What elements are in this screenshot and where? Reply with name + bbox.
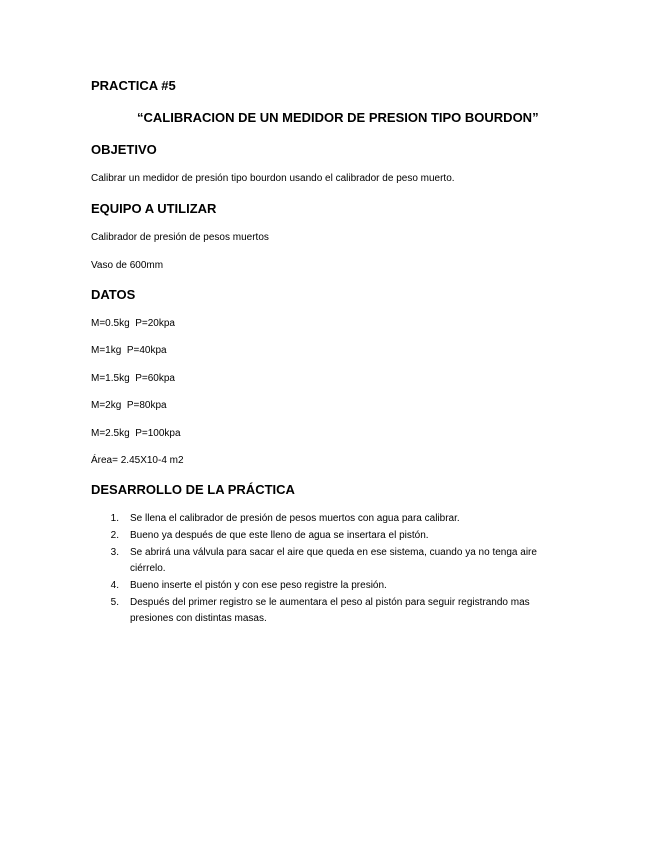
datos-item: M=1kg P=40kpa [91, 345, 167, 356]
step-text: Bueno inserte el pistón y con ese peso registre la presión. [130, 580, 387, 591]
equipo-item: Calibrador de presión de pesos muertos [91, 232, 269, 243]
datos-item: M=0.5kg P=20kpa [91, 318, 175, 329]
heading-equipo: EQUIPO A UTILIZAR [91, 201, 217, 216]
step-number: 4. [110, 580, 119, 591]
area-value: Área= 2.45X10-4 m2 [91, 455, 184, 466]
practice-label: PRACTICA #5 [91, 78, 176, 93]
datos-item: M=1.5kg P=60kpa [91, 373, 175, 384]
step-text: Se llena el calibrador de presión de pesos muertos con agua para calibrar. [130, 513, 460, 524]
step-text: Se abrirá una válvula para sacar el aire que queda en ese sistema, cuando ya no tenga aire ciérrelo. [130, 547, 537, 574]
step-text: Después del primer registro se le aumentara el peso al pistón para seguir registrando mas presiones con distintas masas. [130, 597, 530, 624]
heading-desarrollo: DESARROLLO DE LA PRÁCTICA [91, 482, 295, 497]
step-number: 2. [110, 530, 119, 541]
objetivo-text: Calibrar un medidor de presión tipo bourdon usando el calibrador de peso muerto. [91, 173, 455, 184]
datos-item: M=2.5kg P=100kpa [91, 428, 181, 439]
equipo-item: Vaso de 600mm [91, 260, 164, 271]
heading-datos: DATOS [91, 287, 136, 302]
step-text: Bueno ya después de que este lleno de agua se insertara el pistón. [130, 530, 429, 541]
heading-objetivo: OBJETIVO [91, 142, 157, 157]
document-title: “CALIBRACION DE UN MEDIDOR DE PRESION TIPO BOURDON” [137, 110, 539, 125]
datos-item: M=2kg P=80kpa [91, 400, 167, 411]
step-number: 3. [110, 547, 119, 558]
step-number: 5. [110, 597, 119, 608]
step-number: 1. [110, 513, 119, 524]
